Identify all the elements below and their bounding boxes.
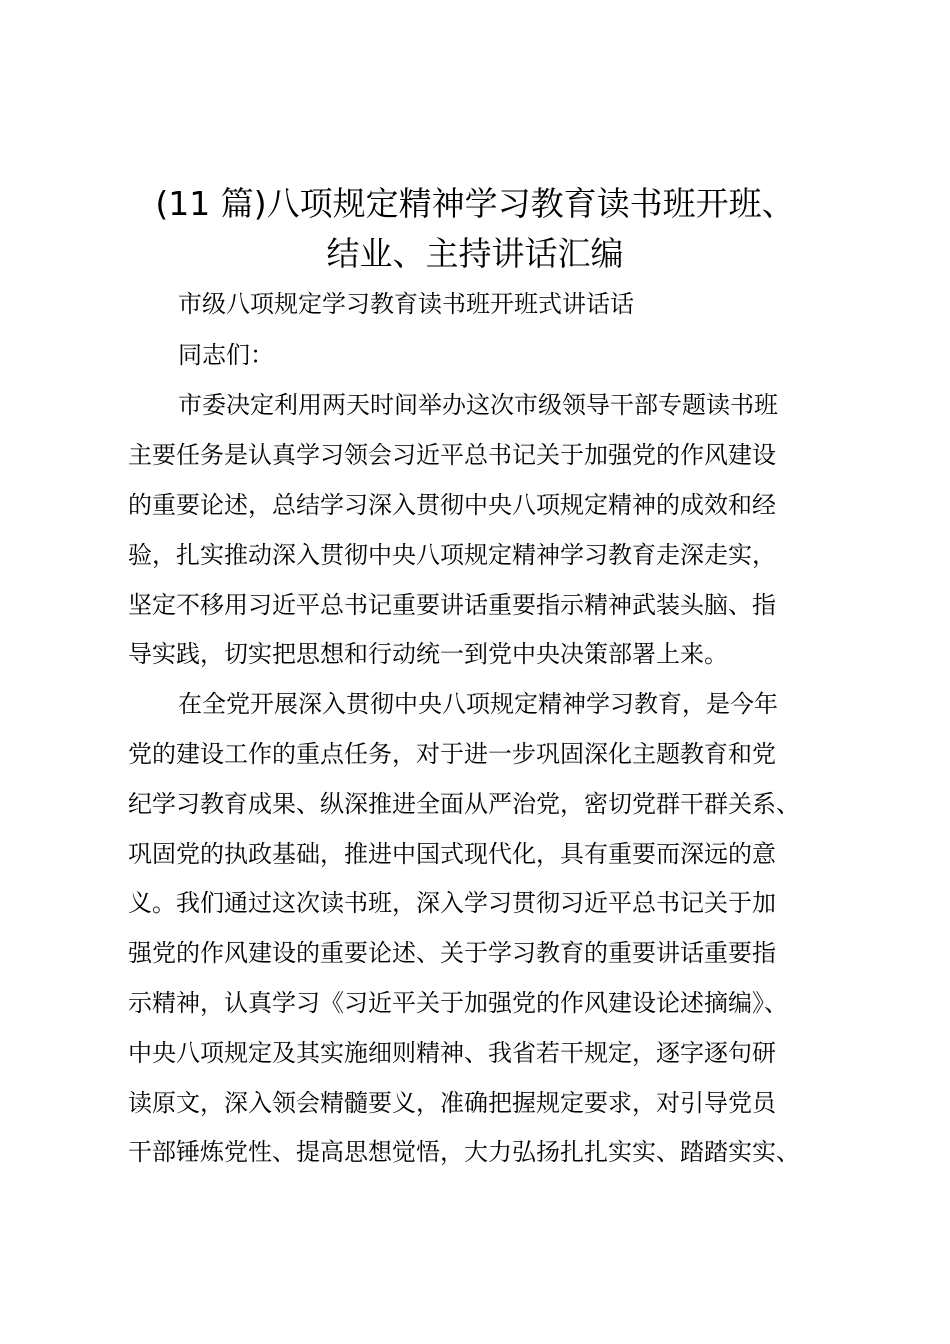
- paragraph-line: 主要任务是认真学习领会习近平总书记关于加强党的作风建设: [128, 441, 776, 469]
- paragraph-line: 导实践，切实把思想和行动统一到党中央决策部署上来。: [128, 640, 728, 668]
- document-title-line-1: (11 篇)八项规定精神学习教育读书班开班、: [155, 184, 795, 223]
- paragraph-line: 读原文，深入领会精髓要义，准确把握规定要求，对引导党员: [128, 1089, 776, 1117]
- salutation: 同志们：: [178, 341, 274, 369]
- paragraph-line: 党的建设工作的重点任务，对于进一步巩固深化主题教育和党: [128, 740, 776, 768]
- document-title-line-2: 结业、主持讲话汇编: [326, 234, 624, 273]
- paragraph-line: 市委决定利用两天时间举办这次市级领导干部专题读书班: [178, 391, 778, 419]
- paragraph-line: 义。我们通过这次读书班，深入学习贯彻习近平总书记关于加: [128, 889, 776, 917]
- paragraph-line: 验，扎实推动深入贯彻中央八项规定精神学习教育走深走实，: [128, 541, 776, 569]
- paragraph-line: 在全党开展深入贯彻中央八项规定精神学习教育，是今年: [178, 690, 778, 718]
- paragraph-line: 坚定不移用习近平总书记重要讲话重要指示精神武装头脑、指: [128, 591, 776, 619]
- paragraph-line: 示精神，认真学习《习近平关于加强党的作风建设论述摘编》、: [128, 989, 788, 1017]
- paragraph-line: 强党的作风建设的重要论述、关于学习教育的重要讲话重要指: [128, 939, 776, 967]
- speech-subtitle: 市级八项规定学习教育读书班开班式讲话话: [178, 290, 634, 318]
- paragraph-line: 的重要论述，总结学习深入贯彻中央八项规定精神的成效和经: [128, 491, 776, 519]
- paragraph-line: 巩固党的执政基础，推进中国式现代化，具有重要而深远的意: [128, 840, 776, 868]
- paragraph-line: 纪学习教育成果、纵深推进全面从严治党，密切党群干群关系、: [128, 790, 800, 818]
- paragraph-line: 干部锤炼党性、提高思想觉悟，大力弘扬扎扎实实、踏踏实实、: [128, 1138, 800, 1166]
- paragraph-line: 中央八项规定及其实施细则精神、我省若干规定，逐字逐句研: [128, 1039, 776, 1067]
